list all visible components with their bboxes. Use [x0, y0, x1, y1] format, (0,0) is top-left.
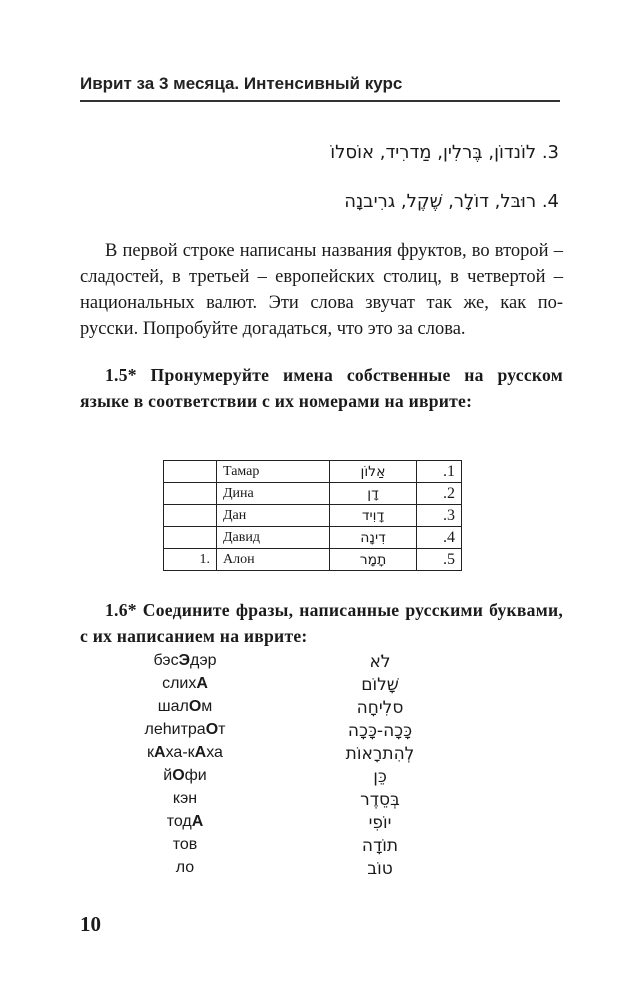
exercise-1-6-heading: 1.6* Соедините фразы, написанные русскими буквами, с их написанием на иврите: — [80, 600, 563, 646]
answer-cell[interactable] — [164, 505, 217, 527]
running-header: Иврит за 3 месяца. Интенсивный курс — [80, 74, 403, 93]
hebrew-phrase[interactable]: בְּסֵדֶר — [360, 790, 400, 810]
hebrew-name-cell: דָן — [330, 483, 417, 505]
hebrew-phrase[interactable]: לֹא — [369, 652, 391, 672]
hebrew-phrase[interactable]: לְהִתרָאוֹת — [345, 744, 415, 764]
russian-name-cell: Дан — [217, 505, 330, 527]
answer-cell[interactable] — [164, 527, 217, 549]
number-cell: .4 — [417, 527, 462, 549]
russian-phrase[interactable]: шалОм — [157, 698, 213, 715]
russian-phrase[interactable]: тодА — [166, 813, 204, 830]
russian-phrase[interactable]: слихА — [162, 675, 208, 692]
number-cell: .2 — [417, 483, 462, 505]
russian-phrase[interactable]: тов — [172, 836, 198, 853]
number-cell: .3 — [417, 505, 462, 527]
table-row — [164, 461, 462, 483]
answer-cell[interactable] — [164, 483, 217, 505]
number-cell: .1 — [417, 461, 462, 483]
russian-phrase[interactable]: кАха-кАха — [147, 744, 223, 761]
hebrew-phrase[interactable]: שָׁלוֹם — [361, 675, 399, 695]
russian-phrase[interactable]: кэн — [172, 790, 198, 807]
hebrew-name-cell: דִינָה — [330, 527, 417, 549]
hebrew-line-3: 3. לוֹנדוֹן, בֶּרלִין, מַדרִיד, אוֹסלוֹ — [330, 142, 559, 163]
hebrew-line-4: 4. רוּבּל, דוֹלָר, שֶׁקֶל, גרִיבנָה — [344, 191, 559, 212]
hebrew-phrase[interactable]: סלִיחָה — [356, 698, 404, 718]
hebrew-phrase[interactable]: כֵּן — [373, 767, 387, 787]
hebrew-phrase[interactable]: תוֹדָה — [361, 836, 399, 856]
table-row — [164, 527, 462, 549]
number-cell: .5 — [417, 549, 462, 571]
russian-phrase[interactable]: леhитраОт — [144, 721, 226, 738]
table-row — [164, 483, 462, 505]
hebrew-name-cell: דָוִיד — [330, 505, 417, 527]
russian-name-cell: Дина — [217, 483, 330, 505]
russian-name-cell: Давид — [217, 527, 330, 549]
table-row — [164, 505, 462, 527]
russian-name-cell: Тамар — [217, 461, 330, 483]
names-table — [163, 460, 462, 571]
hebrew-name-cell: אַלוֹן — [330, 461, 417, 483]
russian-name-cell: Алон — [217, 549, 330, 571]
russian-phrase[interactable]: бэсЭдэр — [153, 652, 217, 669]
hebrew-phrase[interactable]: טוֹב — [367, 859, 393, 879]
page-number: 10 — [80, 912, 101, 936]
hebrew-phrase[interactable]: כָּכָה-כָּכָה — [347, 721, 413, 741]
answer-cell[interactable]: 1. — [164, 549, 217, 571]
hebrew-name-cell: תָמָר — [330, 549, 417, 571]
russian-phrase[interactable]: ло — [175, 859, 195, 876]
table-row — [164, 549, 462, 571]
header-divider — [80, 100, 560, 102]
answer-cell[interactable] — [164, 461, 217, 483]
exercise-1-5-heading: 1.5* Пронумеруйте имена собственные на русском языке в соответствии с их номерами на иврите: — [80, 365, 563, 411]
russian-phrase[interactable]: йОфи — [163, 767, 207, 784]
hebrew-phrase[interactable]: יוֹפִי — [368, 813, 392, 833]
body-paragraph: В первой строке написаны названия фруктов, во второй – сладостей, в третьей – европейских столиц, в четвертой – национальных валют. Эти слова звучат так же, как по-русски. Попробуйте догадаться, что это за слова. — [80, 241, 563, 339]
